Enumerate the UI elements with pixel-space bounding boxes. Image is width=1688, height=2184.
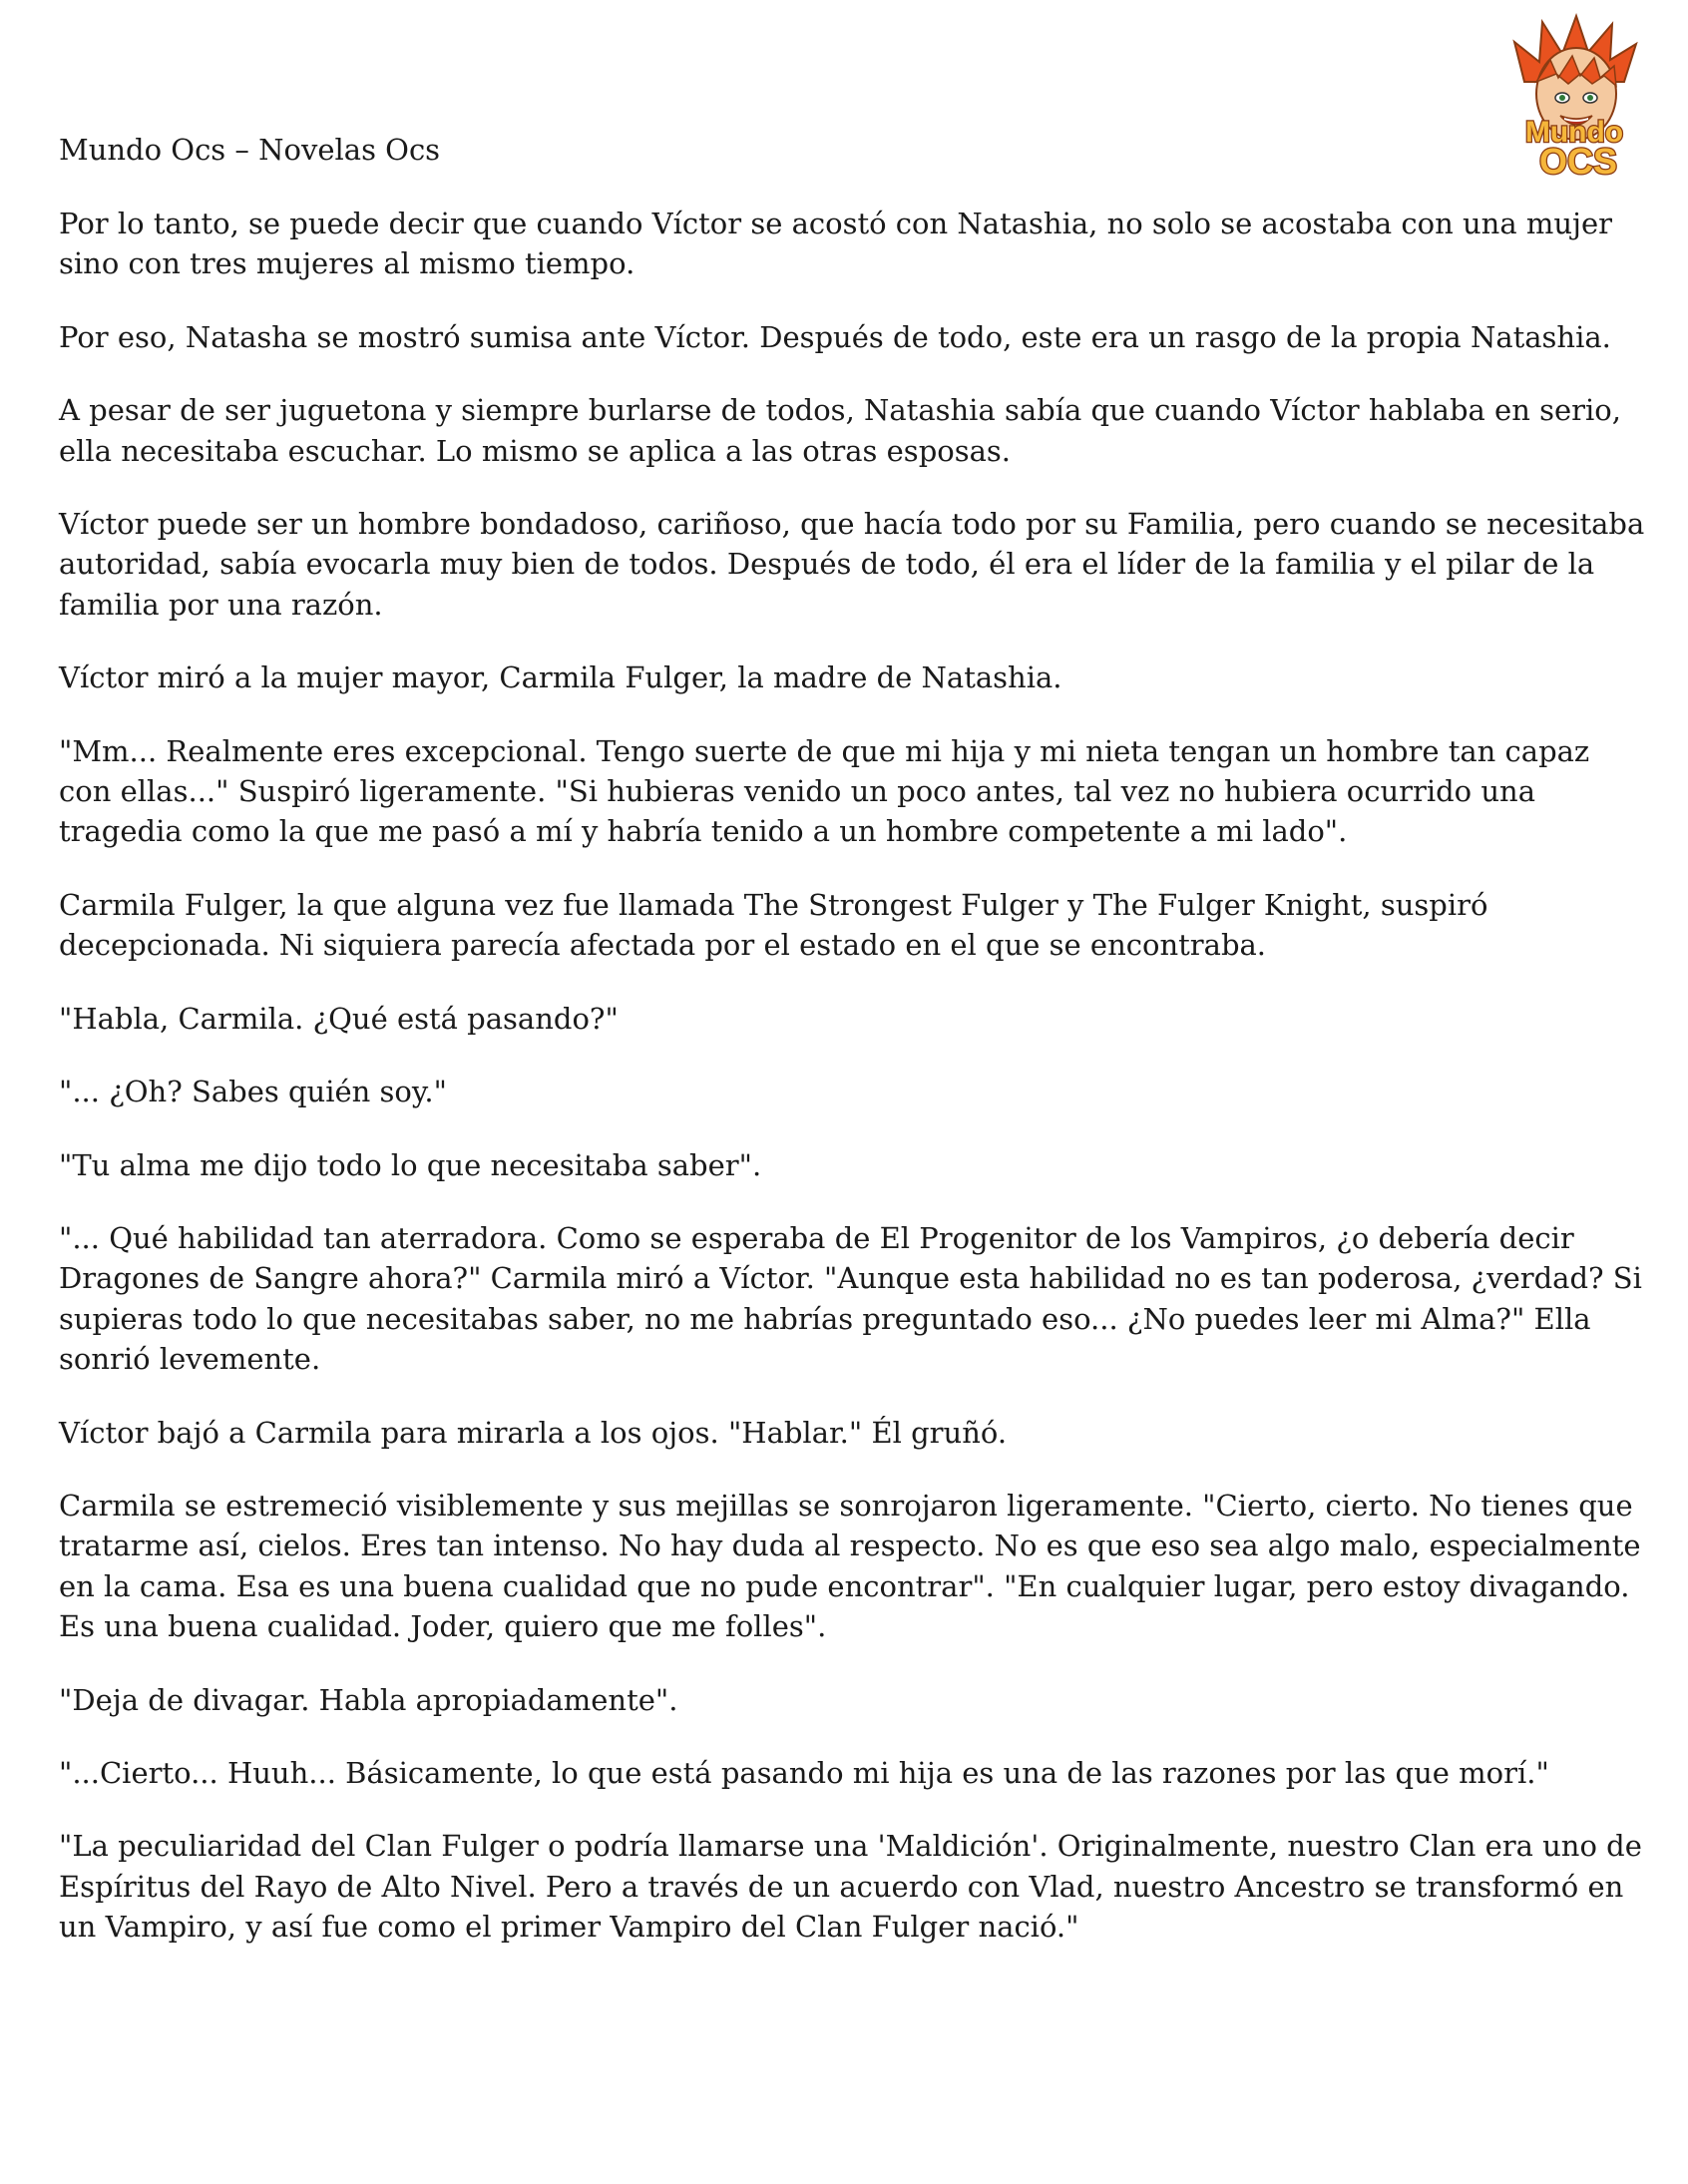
body-text xyxy=(59,204,1645,1980)
mascot-logo-icon xyxy=(1484,12,1664,182)
paragraph: "Deja de divagar. Habla apropiadamente". xyxy=(59,1682,678,1717)
paragraph: "Mm... Realmente eres excepcional. Tengo suerte de que mi hija y mi nieta tengan un hombre tan capaz con ellas..." Suspiró ligeramente. "Si hubieras venido un poco antes, tal vez no hubiera ocurrido una tragedia como la que me pasó a mí y habría tenido a un hombre competente a mi lado". xyxy=(59,733,1590,849)
paragraph: "... Qué habilidad tan aterradora. Como se esperaba de El Progenitor de los Vampiros, ¿o debería decir Dragones de Sangre ahora?" Carmila miró a Víctor. "Aunque esta habilidad no es tan poderosa, ¿verdad? Si supieras todo lo que necesitabas saber, no me habrías preguntado eso... ¿No puedes leer mi Alma?" Ella sonrió levemente. xyxy=(59,1220,1642,1377)
page-header: Mundo Ocs – Novelas Ocs xyxy=(59,133,441,167)
paragraph: Carmila Fulger, la que alguna vez fue llamada The Strongest Fulger y The Fulger Knight, suspiró decepcionada. Ni siquiera parecía afectada por el estado en el que se encontraba. xyxy=(59,887,1488,963)
logo-text-top: Mundo xyxy=(1524,116,1624,149)
paragraph: Por lo tanto, se puede decir que cuando Víctor se acostó con Natashia, no solo se acostaba con una mujer sino con tres mujeres al mismo tiempo. xyxy=(59,207,1613,281)
paragraph: "Habla, Carmila. ¿Qué está pasando?" xyxy=(59,1001,619,1036)
paragraph: Carmila se estremeció visiblemente y sus mejillas se sonrojaron ligeramente. "Cierto, cierto. No tienes que tratarme así, cielos. Eres tan intenso. No hay duda al respecto. No es que eso sea algo malo, especialmente en la cama. Esa es una buena cualidad que no pude encontrar". "En cualquier lugar, pero estoy divagando. Es una buena cualidad. Joder, quiero que me folles". xyxy=(59,1488,1641,1644)
paragraph: "... ¿Oh? Sabes quién soy." xyxy=(59,1075,447,1109)
paragraph: "Tu alma me dijo todo lo que necesitaba saber". xyxy=(59,1147,762,1182)
paragraph: Víctor puede ser un hombre bondadoso, cariñoso, que hacía todo por su Familia, pero cuando se necesitaba autoridad, sabía evocarla muy bien de todos. Después de todo, él era el líder de la familia y el pilar de la familia por una razón. xyxy=(59,507,1645,622)
paragraph: "La peculiaridad del Clan Fulger o podría llamarse una 'Maldición'. Originalmente, nuestro Clan era uno de Espíritus del Rayo de Alto Nivel. Pero a través de un acuerdo con Vlad, nuestro Ancestro se transformó en un Vampiro, y así fue como el primer Vampiro del Clan Fulger nació." xyxy=(59,1829,1642,1945)
paragraph: A pesar de ser juguetona y siempre burlarse de todos, Natashia sabía que cuando Víctor hablaba en serio, ella necesitaba escuchar. Lo mismo se aplica a las otras esposas. xyxy=(59,393,1621,468)
paragraph: Víctor bajó a Carmila para mirarla a los ojos. "Hablar." Él gruñó. xyxy=(59,1415,1008,1450)
paragraph: Víctor miró a la mujer mayor, Carmila Fulger, la madre de Natashia. xyxy=(59,660,1062,695)
paragraph: Por eso, Natasha se mostró sumisa ante Víctor. Después de todo, este era un rasgo de la propia Natashia. xyxy=(59,319,1611,354)
paragraph: "...Cierto... Huuh... Básicamente, lo que está pasando mi hija es una de las razones por las que morí." xyxy=(59,1755,1549,1790)
logo-text-bottom: OCS xyxy=(1538,141,1618,182)
